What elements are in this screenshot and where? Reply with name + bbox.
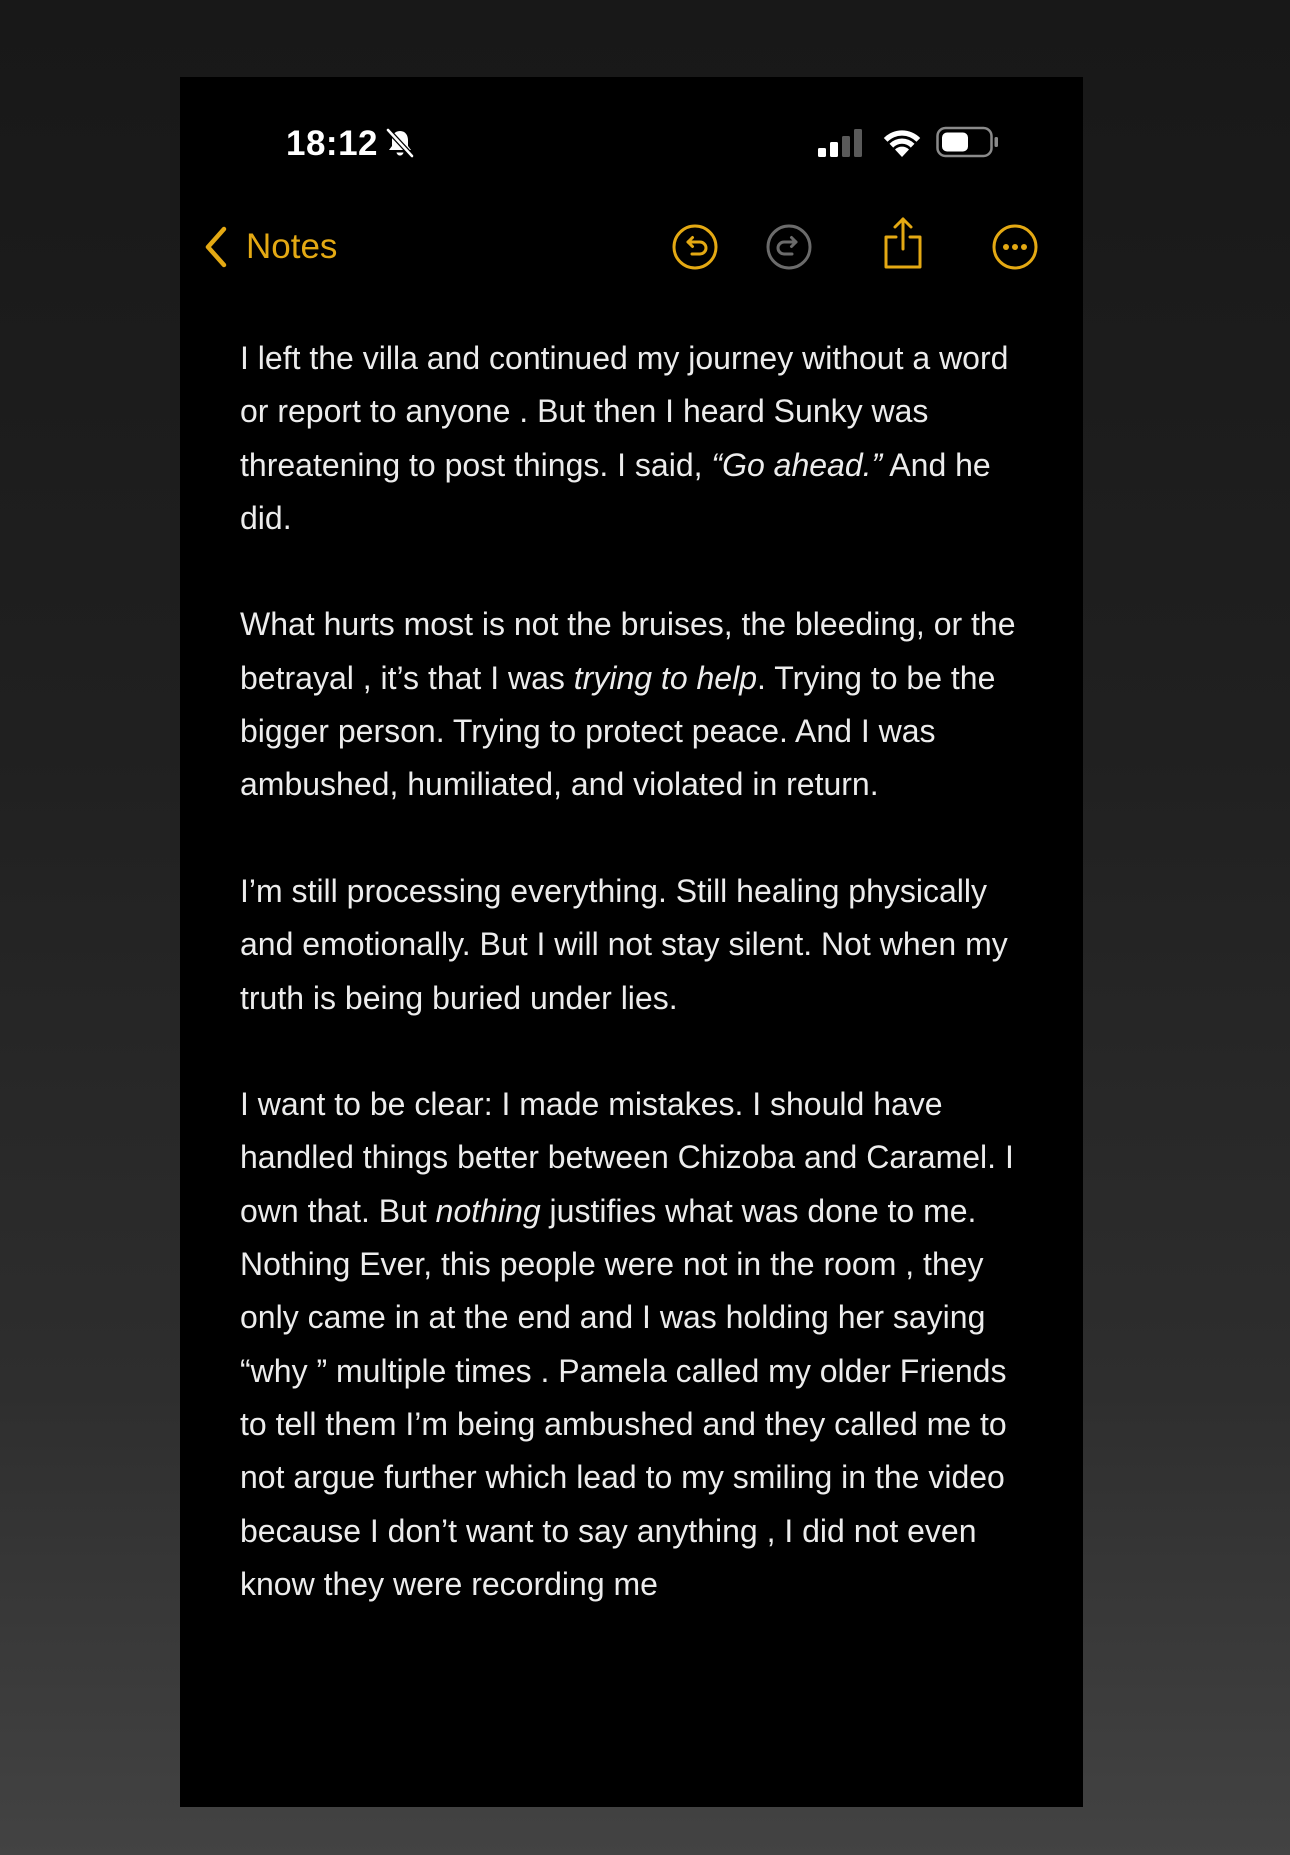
note-paragraph <box>240 1078 1040 1611</box>
status-time: 18:12 <box>286 124 379 163</box>
text-run: What hurts most is not the bruises, the bleeding, or the betrayal , it’s that I was <box>240 606 1016 696</box>
redo-icon[interactable] <box>765 223 813 271</box>
text-run: I want to be clear: I made mistakes. I should have handled things better between Chizoba and Caramel. I own that. But <box>240 1086 1014 1229</box>
note-paragraph <box>240 865 1040 1025</box>
bell-slash-icon <box>384 127 416 159</box>
status-bar <box>180 77 1083 187</box>
text-run: justifies what was done to me. Nothing Ever, this people were not in the room , they only came in at the end and I was holding her saying “why ” multiple times . Pamela called my older Friends to tell them I’m being ambushed and they called me to not argue further which lead to my smiling in the video because I don’t want to say anything , I did not even know they were recording me <box>240 1192 1007 1602</box>
back-button[interactable] <box>202 207 337 287</box>
note-paragraph <box>240 598 1040 811</box>
italic-text: “Go ahead.” <box>711 446 883 483</box>
text-run: And he did. <box>240 446 991 536</box>
italic-text: nothing <box>435 1192 541 1229</box>
text-run: I left the villa and continued my journey without a word or report to anyone . But then I heard Sunky was threatening to post things. I said, <box>240 340 1009 483</box>
italic-text: trying to help <box>573 659 757 696</box>
cellular-signal-icon <box>818 129 866 157</box>
phone-screen <box>180 77 1083 1807</box>
note-paragraph <box>240 332 1040 545</box>
battery-icon <box>936 126 1000 158</box>
more-icon[interactable] <box>991 223 1039 271</box>
text-run: . Trying to be the bigger person. Trying to protect peace. And I was ambushed, humiliated, and violated in return. <box>240 659 996 803</box>
back-label: Notes <box>246 227 338 266</box>
undo-icon[interactable] <box>671 223 719 271</box>
chevron-left-icon <box>202 225 230 269</box>
note-body[interactable] <box>240 332 1040 1611</box>
text-run: I’m still processing everything. Still healing physically and emotionally. But I will not stay silent. Not when my truth is being buried under lies. <box>240 872 1008 1016</box>
share-icon[interactable] <box>879 215 927 271</box>
wifi-icon <box>880 125 924 159</box>
nav-bar <box>180 207 1083 287</box>
